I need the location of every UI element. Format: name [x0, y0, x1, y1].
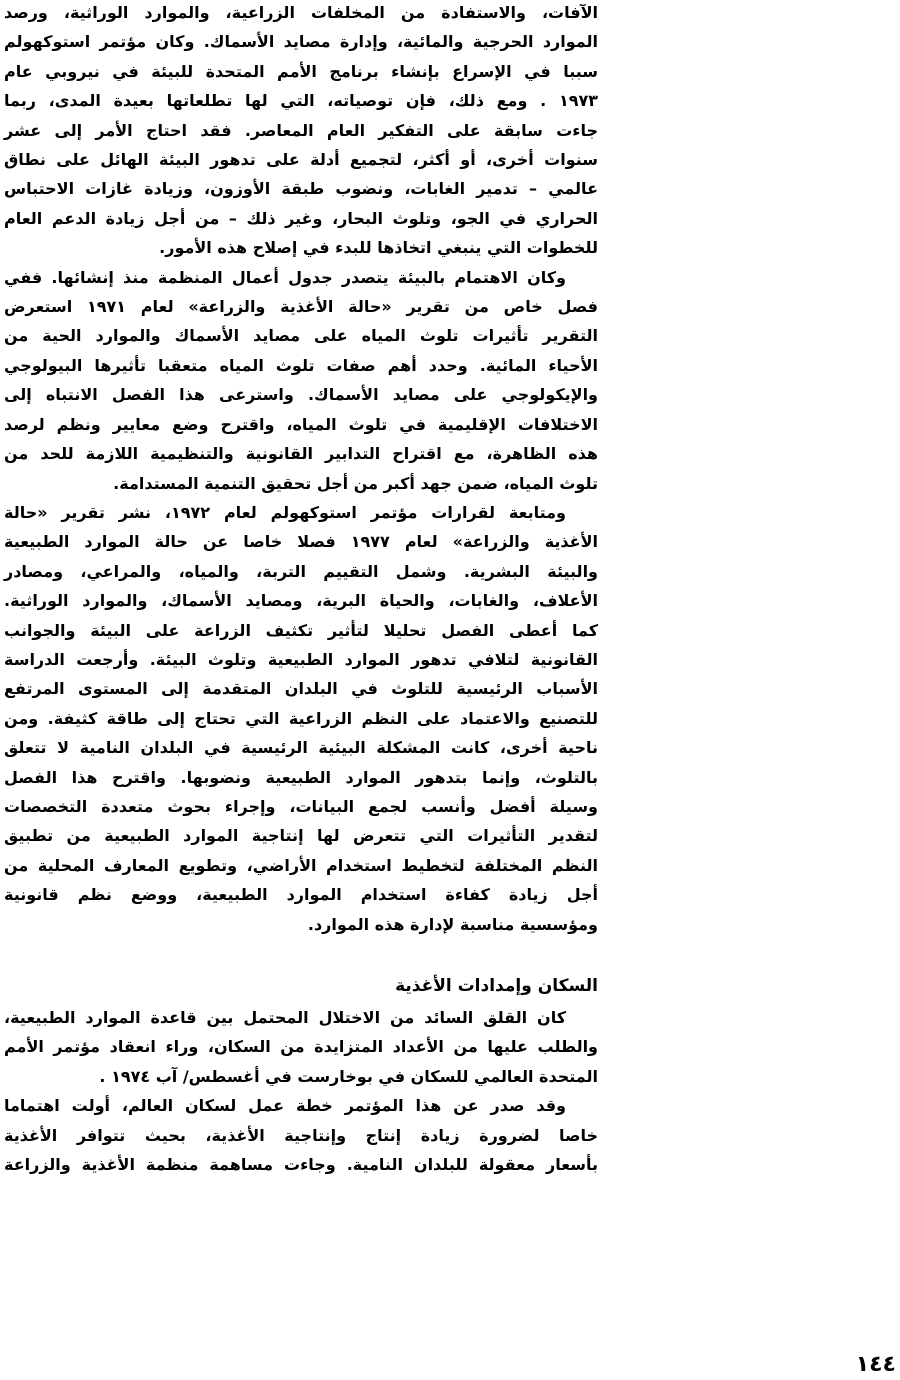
text-line: وكان الاهتمام بالبيئة يتصدر جدول أعمال المنظمة منذ إنشائها. ففي [4, 267, 566, 287]
text-line: وسيلة أفضل وأنسب لجمع البيانات، وإجراء بحوث متعددة التخصصات [4, 796, 598, 816]
text-line: تلوث المياه، ضمن جهد أكبر من أجل تحقيق التنمية المستدامة. [113, 473, 598, 493]
text-line: والإيكولوجي على مصايد الأسماك. واسترعى هذا الفصل الانتباه إلى [4, 385, 598, 405]
text-line: ١٩٧٣ . ومع ذلك، فإن توصياته، التي لها تطلعاتها بعيدة المدى، ربما [4, 91, 598, 111]
paragraph [4, 1091, 598, 1179]
text-line: الأغذية والزراعة» لعام ١٩٧٧ فصلا خاصا عن حالة الموارد الطبيعية [4, 532, 598, 552]
paragraph [4, 498, 598, 939]
text-line: الحراري في الجو، وتلوث البحار، وغير ذلك – من أجل زيادة الدعم العام [4, 208, 598, 228]
text-line: أجل زيادة كفاءة استخدام الموارد الطبيعية، ووضع نظم قانونية [4, 885, 598, 905]
text-line: النظم المختلفة لتخطيط استخدام الأراضي، وتطويع المعارف المحلية من [4, 855, 598, 875]
text-line: للتصنيع والاعتماد على النظم الزراعية التي تحتاج إلى طاقة كثيفة. ومن [4, 708, 598, 728]
text-line: ومؤسسية مناسبة لإدارة هذه الموارد. [307, 914, 598, 934]
text-line: الأسباب الرئيسية للتلوث في البلدان المتقدمة إلى المستوى المرتفع [4, 679, 598, 699]
text-line: بأسعار معقولة للبلدان النامية. وجاءت مساهمة منظمة الأغذية والزراعة [4, 1155, 598, 1175]
text-line: ومتابعة لقرارات مؤتمر استوكهولم لعام ١٩٧٢، نشر تقرير «حالة [4, 502, 566, 522]
text-line: فصل خاص من تقرير «حالة الأغذية والزراعة» لعام ١٩٧١ استعرض [4, 297, 598, 317]
text-line: ناحية أخرى، كانت المشكلة البيئية الرئيسية في البلدان النامية لا تتعلق [4, 738, 598, 758]
text-line: هذه الظاهرة، مع اقتراح التدابير القانونية والتنظيمية اللازمة للحد من [4, 444, 598, 464]
text-line: وقد صدر عن هذا المؤتمر خطة عمل لسكان العالم، أولت اهتماما [4, 1096, 566, 1116]
text-line: المتحدة العالمي للسكان في بوخارست في أغسطس/ آب ١٩٧٤ . [99, 1066, 598, 1086]
text-line: كما أعطى الفصل تحليلا لتأثير تكثيف الزراعة على البيئة والجوانب [4, 620, 598, 640]
text-line: كان القلق السائد من الاختلال المحتمل بين قاعدة الموارد الطبيعية، [4, 1008, 566, 1027]
text-line: الاختلافات الإقليمية في تلوث المياه، واقترح وضع معايير ونظم لرصد [4, 414, 598, 434]
paragraph [4, 0, 598, 263]
text-line: الأعلاف، والغابات، والحياة البرية، ومصايد الأسماك، والموارد الوراثية. [4, 591, 598, 611]
text-line: والبيئة البشرية. وشمل التقييم التربة، والمياه، والمراعي، ومصادر [4, 561, 598, 581]
text-line: التقرير تأثيرات تلوث المياه على مصايد الأسماك والموارد الحية من [4, 326, 598, 346]
page-number: ١٤٤ [855, 1352, 896, 1377]
text-line: جاءت سابقة على التفكير العام المعاصر. فقد احتاج الأمر إلى عشر [4, 120, 598, 140]
text-line: سنوات أخرى، أو أكثر، لتجميع أدلة على تدهور البيئة الهائل على نطاق [4, 150, 598, 170]
section-environment [4, 0, 598, 939]
text-line: الآفات، والاستفادة من المخلفات الزراعية، والموارد الوراثية، ورصد [4, 3, 598, 22]
paragraph [4, 263, 598, 498]
text-line: للخطوات التي ينبغي اتخاذها للبدء في إصلاح هذه الأمور. [159, 238, 598, 258]
paragraph [4, 1003, 598, 1091]
section-population-food [4, 1003, 598, 1179]
text-line: بالتلوث، وإنما بتدهور الموارد الطبيعية ونضوبها. واقترح هذا الفصل [4, 767, 598, 787]
body-text [4, 0, 598, 1179]
text-line: الأحياء المائية. وحدد أهم صفات تلوث المياه متعقبا تأثيرها البيولوجي [4, 355, 598, 375]
text-line: خاصا لضرورة زيادة إنتاج وإنتاجية الأغذية، بحيث تتوافر الأغذية [4, 1125, 598, 1145]
text-line: القانونية لتلافي تدهور الموارد الطبيعية وتلوث البيئة. وأرجعت الدراسة [4, 649, 598, 669]
text-line: والطلب عليها من الأعداد المتزايدة من السكان، وراء انعقاد مؤتمر الأمم [4, 1037, 598, 1057]
text-line: الموارد الحرجية والمائية، وإدارة مصايد الأسماك. وكان مؤتمر استوكهولم [4, 32, 598, 52]
text-line: سببا في الإسراع بإنشاء برنامج الأمم المتحدة للبيئة في نيروبي عام [4, 61, 598, 81]
text-line: لتقدير التأثيرات التي تتعرض لها إنتاجية الموارد الطبيعية من تطبيق [4, 826, 598, 846]
section-heading: السكان وإمدادات الأغذية [395, 976, 598, 996]
text-line: عالمي – تدمير الغابات، ونضوب طبقة الأوزون، وزيادة غازات الاحتباس [4, 179, 598, 199]
